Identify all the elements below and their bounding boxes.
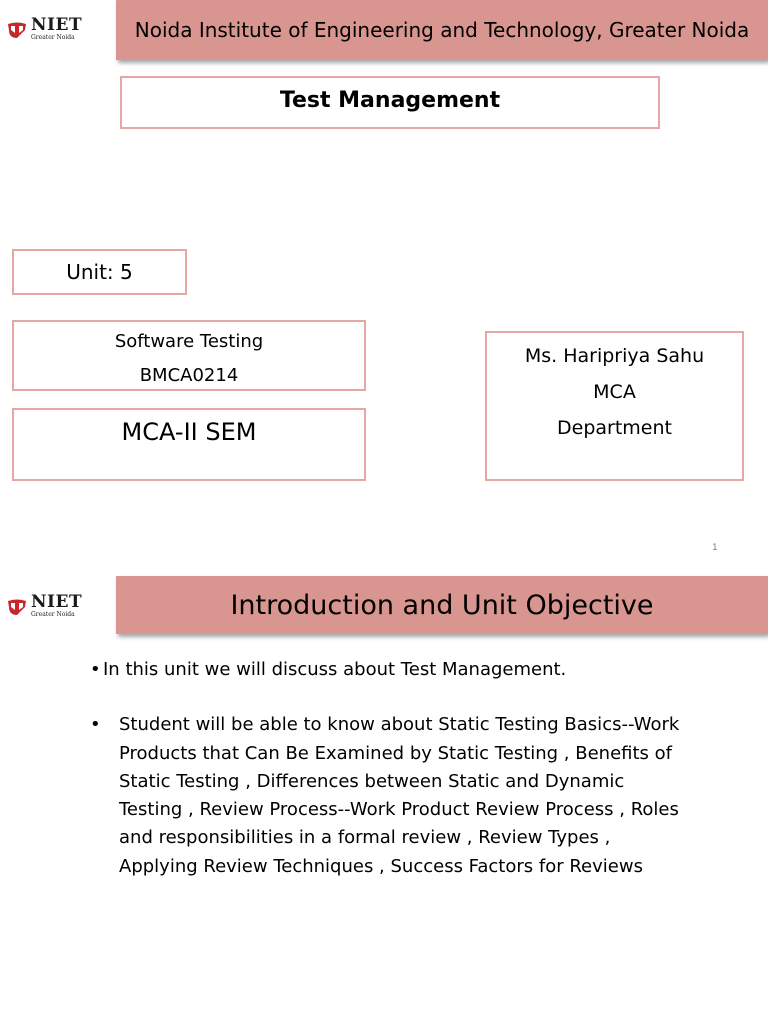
faculty-name: Ms. Haripriya Sahu	[524, 345, 705, 367]
objectives-list	[88, 656, 688, 881]
faculty-program: MCA	[593, 381, 636, 403]
list-item	[88, 656, 688, 684]
logo-subtitle: Greater Noida	[31, 611, 75, 618]
unit-box	[12, 249, 187, 295]
niet-logo	[6, 594, 82, 618]
semester-box	[12, 408, 366, 481]
section-header: Introduction and Unit Objective	[116, 576, 768, 634]
faculty-box	[485, 331, 744, 481]
slide-title	[120, 76, 660, 129]
semester-label: MCA-II SEM	[121, 418, 257, 446]
bullet-text: Student will be able to know about Static Testing Basics--Work Products that Can Be Examined by Static Testing , Benefits of Static Testing , Differences between Static and Dynamic Testing , Review Process--Work Product Review Process , Roles and responsibilities in a formal review , Review Types , Applying Review Techniques , Success Factors for Reviews	[119, 714, 680, 877]
slide-2	[0, 568, 768, 1024]
unit-label: Unit: 5	[66, 260, 133, 284]
institute-header: Noida Institute of Engineering and Technology, Greater Noida	[116, 0, 768, 60]
faculty-department: Department	[557, 417, 672, 439]
course-box	[12, 320, 366, 391]
logo-subtitle: Greater Noida	[31, 34, 75, 41]
niet-emblem-icon	[6, 18, 28, 40]
niet-logo	[6, 17, 82, 41]
bullet-icon: •	[90, 659, 101, 680]
slide-title-text: Test Management	[279, 88, 501, 113]
bullet-icon: •	[90, 714, 101, 736]
course-code: BMCA0214	[139, 365, 239, 386]
bullet-text: In this unit we will discuss about Test Management.	[103, 659, 567, 680]
logo-name: NIET	[31, 592, 83, 612]
list-item	[88, 711, 688, 881]
course-name: Software Testing	[114, 331, 264, 352]
page-number: 1	[712, 543, 718, 553]
logo-name: NIET	[31, 15, 83, 35]
niet-emblem-icon	[6, 595, 28, 617]
